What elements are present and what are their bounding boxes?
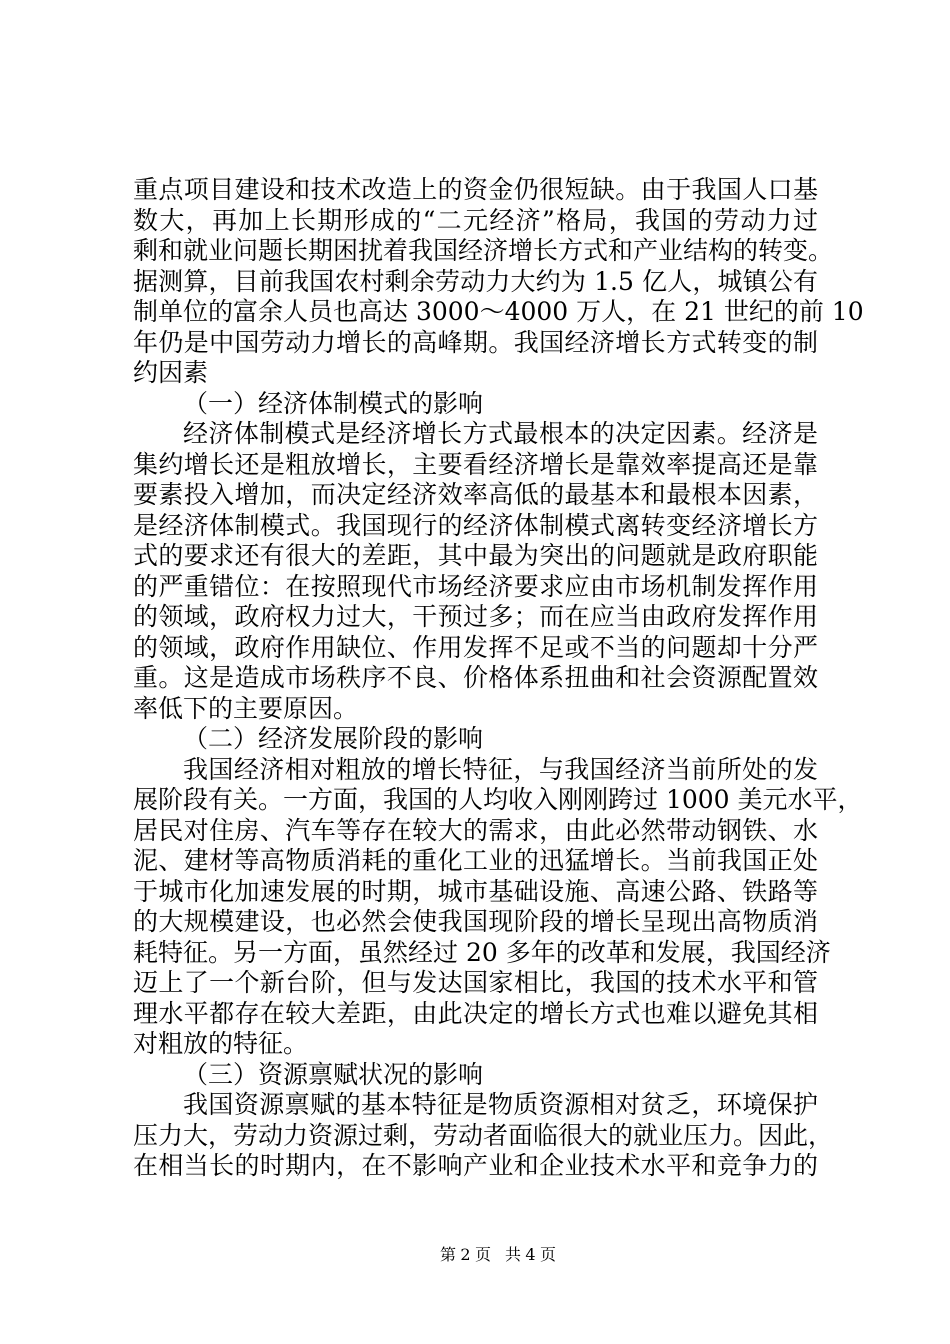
section-heading: （三）资源禀赋状况的影响 [183,1059,484,1089]
body-line: 据测算，目前我国农村剩余劳动力大约为 1.5 亿人，城镇公有 [133,266,818,296]
body-line: 于城市化加速发展的时期，城市基础设施、高速公路、铁路等 [133,876,818,906]
body-line: 对粗放的特征。 [133,1029,309,1058]
body-line: 率低下的主要原因。 [133,693,359,723]
body-line: 的严重错位：在按照现代市场经济要求应由市场机制发挥作用 [133,571,818,601]
body-line: 泥、建材等高物质消耗的重化工业的迅猛增长。当前我国正处 [133,846,818,875]
body-line: 剩和就业问题长期困扰着我国经济增长方式和产业结构的转变。 [133,236,834,265]
body-line: 在相当长的时期内，在不影响产业和企业技术水平和竞争力的 [133,1151,818,1180]
section-economic-system [133,389,833,725]
intro-paragraph [133,175,864,389]
body-line: 的大规模建设，也必然会使我国现阶段的增长呈现出高物质消 [133,907,818,936]
body-line: 压力大，劳动力资源过剩，劳动者面临很大的就业压力。因此， [133,1120,834,1150]
body-line: 重点项目建设和技术改造上的资金仍很短缺。由于我国人口基 [133,175,818,204]
body-line: 的领域，政府权力过大，干预过多；而在应当由政府发挥作用 [133,602,818,631]
body-line: 集约增长还是粗放增长，主要看经济增长是靠效率提高还是靠 [133,449,818,479]
page-number-footer: 第2页 共4页 [440,1245,556,1264]
body-line: 我国资源禀赋的基本特征是物质资源相对贫乏，环境保护 [183,1090,818,1119]
body-line: 年仍是中国劳动力增长的高峰期。我国经济增长方式转变的制 [133,327,818,357]
section-heading: （一）经济体制模式的影响 [183,388,484,418]
section-resource-endowment [133,1060,833,1182]
body-line: 的领域，政府作用缺位、作用发挥不足或不当的问题却十分严 [133,632,818,662]
section-heading: （二）经济发展阶段的影响 [183,724,484,753]
body-line: 是经济体制模式。我国现行的经济体制模式离转变经济增长方 [133,510,818,540]
body-line: 约因素 [133,358,209,387]
body-line: 迈上了一个新台阶，但与发达国家相比，我国的技术水平和管 [133,968,818,997]
body-line: 我国经济相对粗放的增长特征，与我国经济当前所处的发 [183,754,818,784]
body-line: 居民对住房、汽车等存在较大的需求，由此必然带动钢铁、水 [133,815,818,845]
body-line: 式的要求还有很大的差距，其中最为突出的问题就是政府职能 [133,541,818,570]
body-line: 展阶段有关。一方面，我国的人均收入刚刚跨过 1000 美元水平， [133,785,863,814]
section-development-stage [133,724,863,1060]
body-line: 要素投入增加，而决定经济效率高低的最基本和最根本因素， [133,480,818,509]
body-line: 理水平都存在较大差距，由此决定的增长方式也难以避免其相 [133,998,818,1028]
body-line: 耗特征。另一方面，虽然经过 20 多年的改革和发展，我国经济 [133,937,831,967]
body-line: 重。这是造成市场秩序不良、价格体系扭曲和社会资源配置效 [133,663,818,692]
body-line: 经济体制模式是经济增长方式最根本的决定因素。经济是 [183,419,818,448]
document-body [133,175,864,1182]
body-line: 数大，再加上长期形成的“二元经济”格局，我国的劳动力过 [133,205,818,235]
body-line: 制单位的富余人员也高达 3000～4000 万人，在 21 世纪的前 10 [133,297,864,326]
